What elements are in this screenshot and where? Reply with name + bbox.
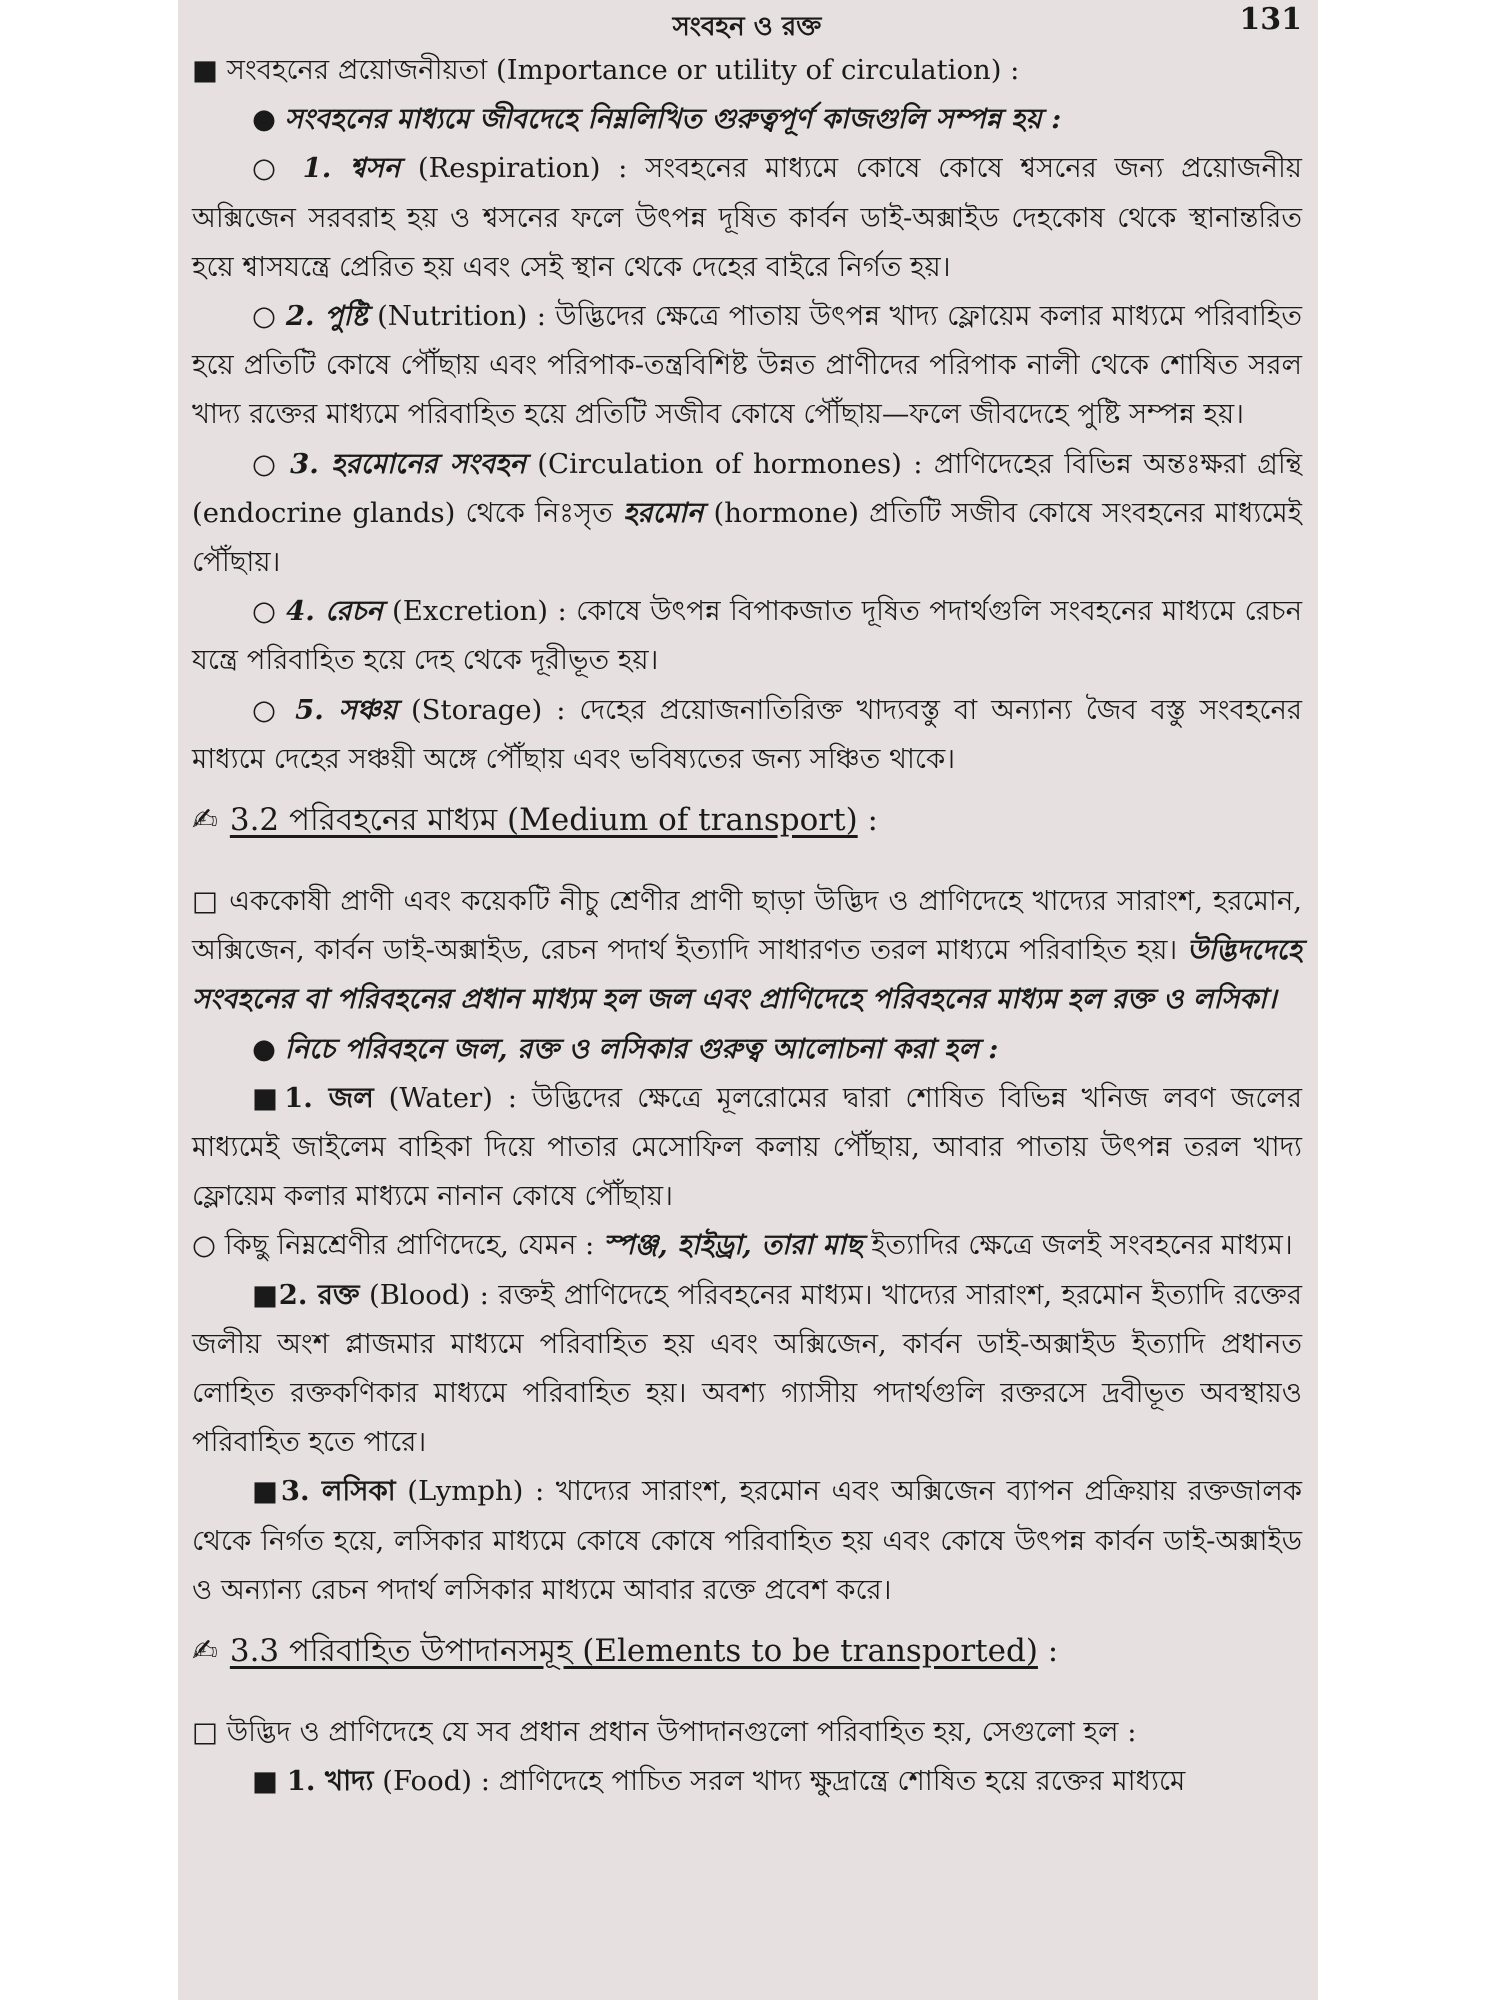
lower-animals-note: ○ কিছু নিম্নশ্রেণীর প্রাণিদেহে, যেমন : স্পঞ্জ, হাইড্রা, তারা মাছ ইত্যাদির ক্ষেত্রে জলই সংবহনের মাধ্যম। xyxy=(192,1229,1293,1262)
filled-square-icon: ■ xyxy=(192,54,218,86)
element-food: ■ 1. খাদ্য (Food) : প্রাণিদেহে পাচিত সরল খাদ্য ক্ষুদ্রান্ত্রে শোষিত হয়ে রক্তের মাধ্যমে xyxy=(252,1765,1186,1798)
hollow-circle-icon: ○ xyxy=(252,595,277,628)
elements-intro-para: □ উদ্ভিদ ও প্রাণিদেহে যে সব প্রধান প্রধান উপাদানগুলো পরিবাহিত হয়, সেগুলো হল : xyxy=(192,1716,1137,1749)
importance-item-respiration: ○ 1. শ্বসন (Respiration) : সংবহনের মাধ্যমে কোষে কোষে শ্বসনের জন্য প্রয়োজনীয় অক্সিজেন সরবরাহ হয় ও শ্বসনের ফলে উৎপন্ন দূষিত কার্বন ডাই-অক্সাইড দেহকোষ থেকে স্থানান্তরিত হয়ে শ্বাসযন্ত্রে প্রেরিত হয় এবং সেই স্থান থেকে দেহের বাইরে নির্গত হয়। xyxy=(192,152,1303,283)
medium-blood: ■2. রক্ত (Blood) : রক্তই প্রাণিদেহে পরিবহনের মাধ্যম। খাদ্যের সারাংশ, হরমোন ইত্যাদি রক্তের জলীয় অংশ প্লাজমার মাধ্যমে পরিবাহিত হয় এবং অক্সিজেন, কার্বন ডাই-অক্সাইড ইত্যাদি প্রধানত লোহিত রক্তকণিকার মাধ্যমে পরিবাহিত হয়। অবশ্য গ্যাসীয় পদার্থগুলি রক্তরসে দ্রবীভূত অবস্থায়ও পরিবাহিত হতে পারে। xyxy=(192,1278,1303,1459)
hollow-circle-icon: ○ xyxy=(192,1229,216,1262)
transport-lead: ● নিচে পরিবহনে জল, রক্ত ও লসিকার গুরুত্ব আলোচনা করা হল : xyxy=(252,1032,999,1065)
book-page xyxy=(178,0,1318,2000)
hollow-square-icon: □ xyxy=(192,1716,218,1749)
hollow-circle-icon: ○ xyxy=(252,152,285,185)
filled-square-icon: ■ xyxy=(252,1278,279,1311)
hollow-circle-icon: ○ xyxy=(252,447,279,480)
section-heading-3-2: ✍ 3.2 পরিবহনের মাধ্যম (Medium of transport) : xyxy=(192,794,1302,846)
medium-lymph: ■3. লসিকা (Lymph) : খাদ্যের সারাংশ, হরমোন এবং অক্সিজেন ব্যাপন প্রক্রিয়ায় রক্তজালক থেকে নির্গত হয়ে, লসিকার মাধ্যমে কোষে কোষে পরিবাহিত হয় এবং কোষে উৎপন্ন কার্বন ডাই-অক্সাইড ও অন্যান্য রেচন পদার্থ লসিকার মাধ্যমে আবার রক্তে প্রবেশ করে। xyxy=(192,1475,1302,1606)
hollow-circle-icon: ○ xyxy=(252,693,282,726)
hollow-circle-icon: ○ xyxy=(252,300,277,333)
filled-square-icon: ■ xyxy=(252,1081,285,1114)
importance-item-excretion: ○ 4. রেচন (Excretion) : কোষে উৎপন্ন বিপাকজাত দূষিত পদার্থগুলি সংবহনের মাধ্যমে রেচন যন্ত্রে পরিবাহিত হয়ে দেহ থেকে দূরীভূত হয়। xyxy=(192,595,1302,677)
importance-item-hormones: ○ 3. হরমোনের সংবহন (Circulation of hormones) : প্রাণিদেহের বিভিন্ন অন্তঃক্ষরা গ্রন্থি (endocrine glands) থেকে নিঃসৃত হরমোন (hormone) প্রতিটি সজীব কোষে সংবহনের মাধ্যমেই পৌঁছায়। xyxy=(192,447,1302,579)
page-header xyxy=(192,0,1302,46)
page-number: 131 xyxy=(1239,2,1302,37)
running-title: সংবহন ও রক্ত xyxy=(672,12,822,42)
filled-square-icon: ■ xyxy=(252,1475,281,1508)
filled-circle-icon: ● xyxy=(252,103,276,136)
transport-medium-para: □ এককোষী প্রাণী এবং কয়েকটি নীচু শ্রেণীর প্রাণী ছাড়া উদ্ভিদ ও প্রাণিদেহে খাদ্যের সারাংশ, হরমোন, অক্সিজেন, কার্বন ডাই-অক্সাইড, রেচন পদার্থ ইত্যাদি সাধারণত তরল মাধ্যমে পরিবাহিত হয়। উদ্ভিদদেহে সংবহনের বা পরিবহনের প্রধান মাধ্যম হল জল এবং প্রাণিদেহে পরিবহনের মাধ্যম হল রক্ত ও লসিকা। xyxy=(192,885,1302,1016)
hollow-square-icon: □ xyxy=(192,885,220,918)
importance-lead: ● সংবহনের মাধ্যমে জীবদেহে নিম্নলিখিত গুরুত্বপূর্ণ কাজগুলি সম্পন্ন হয় : xyxy=(252,103,1062,136)
filled-circle-icon: ● xyxy=(252,1032,276,1065)
section-heading-3-3: ✍ 3.3 পরিবাহিত উপাদানসমূহ (Elements to be transported) : xyxy=(192,1625,1302,1677)
importance-heading: ■ সংবহনের প্রয়োজনীয়তা (Importance or utility of circulation) : xyxy=(192,54,1020,86)
filled-square-icon: ■ xyxy=(252,1765,278,1798)
importance-item-nutrition: ○ 2. পুষ্টি (Nutrition) : উদ্ভিদের ক্ষেত্রে পাতায় উৎপন্ন খাদ্য ফ্লোয়েম কলার মাধ্যমে পরিবাহিত হয়ে প্রতিটি কোষে পৌঁছায় এবং পরিপাক-তন্ত্রবিশিষ্ট উন্নত প্রাণীদের পরিপাক নালী থেকে শোষিত সরল খাদ্য রক্তের মাধ্যমে পরিবাহিত হয়ে প্রতিটি সজীব কোষে পৌঁছায়—ফলে জীবদেহে পুষ্টি সম্পন্ন হয়। xyxy=(192,300,1302,431)
pencil-icon: ✍ xyxy=(192,802,218,839)
medium-water: ■1. জল (Water) : উদ্ভিদের ক্ষেত্রে মূলরোমের দ্বারা শোষিত বিভিন্ন খনিজ লবণ জলের মাধ্যমেই জাইলেম বাহিকা দিয়ে পাতার মেসোফিল কলায় পৌঁছায়, আবার পাতায় উৎপন্ন তরল খাদ্য ফ্লোয়েম কলার মাধ্যমে নানান কোষে পৌঁছায়। xyxy=(192,1081,1302,1213)
importance-item-storage: ○ 5. সঞ্চয় (Storage) : দেহের প্রয়োজনাতিরিক্ত খাদ্যবস্তু বা অন্যান্য জৈব বস্তু সংবহনের মাধ্যমে দেহের সঞ্চয়ী অঙ্গে পৌঁছায় এবং ভবিষ্যতের জন্য সঞ্চিত থাকে। xyxy=(192,693,1302,775)
pencil-icon: ✍ xyxy=(192,1633,218,1670)
